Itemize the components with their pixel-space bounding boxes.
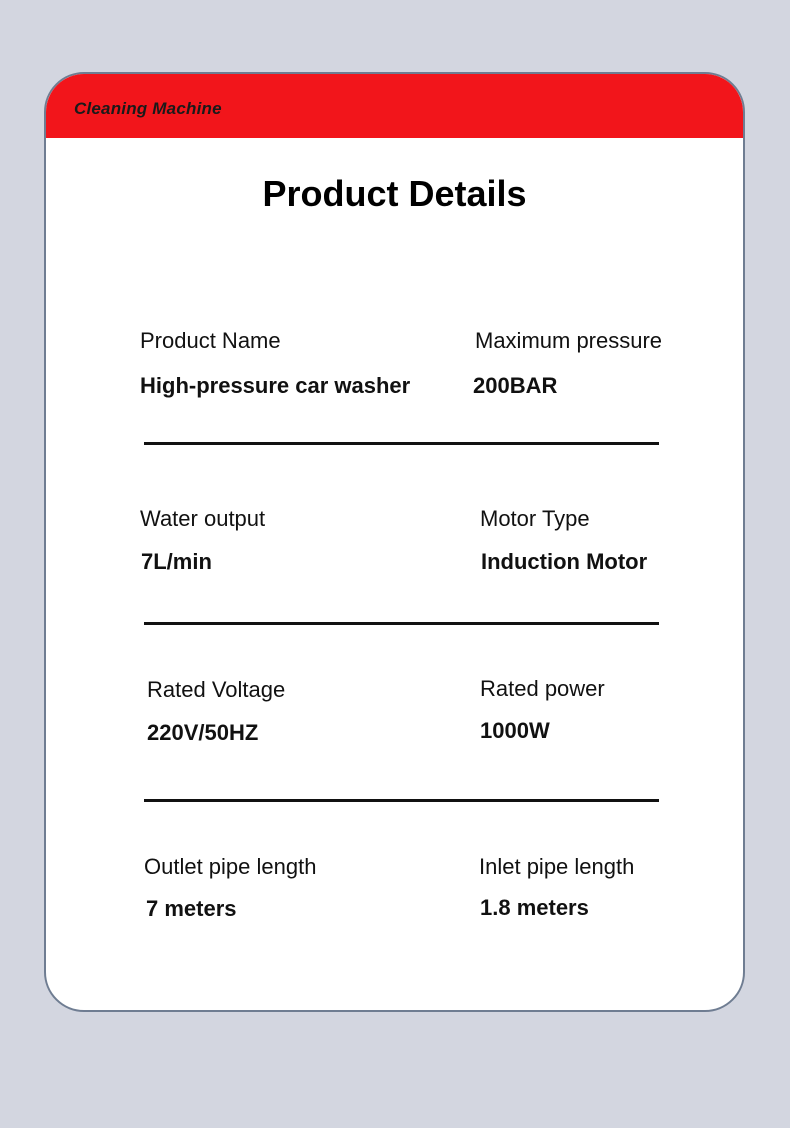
page-title: Product Details [262,173,527,214]
spec-label-rated-power: Rated power [480,676,605,701]
spec-value-outlet-pipe-length: 7 meters [146,896,237,921]
spec-label-motor-type: Motor Type [480,506,590,531]
spec-label-water-output: Water output [140,506,266,531]
divider [144,442,659,445]
divider [144,622,659,625]
spec-label-rated-voltage: Rated Voltage [147,677,286,702]
header-bar [46,74,743,138]
brand-label: Cleaning Machine [74,99,222,118]
spec-label-maximum-pressure: Maximum pressure [475,328,663,353]
spec-value-inlet-pipe-length: 1.8 meters [480,895,589,920]
spec-label-inlet-pipe-length: Inlet pipe length [479,854,635,879]
spec-label-outlet-pipe-length: Outlet pipe length [144,854,317,879]
spec-value-rated-voltage: 220V/50HZ [147,720,259,745]
spec-value-product-name: High-pressure car washer [140,373,411,398]
spec-value-water-output: 7L/min [141,549,212,574]
spec-value-rated-power: 1000W [480,718,550,743]
spec-value-motor-type: Induction Motor [481,549,648,574]
divider [144,799,659,802]
spec-label-product-name: Product Name [140,328,281,353]
spec-value-maximum-pressure: 200BAR [473,373,558,398]
product-card [44,72,745,1012]
